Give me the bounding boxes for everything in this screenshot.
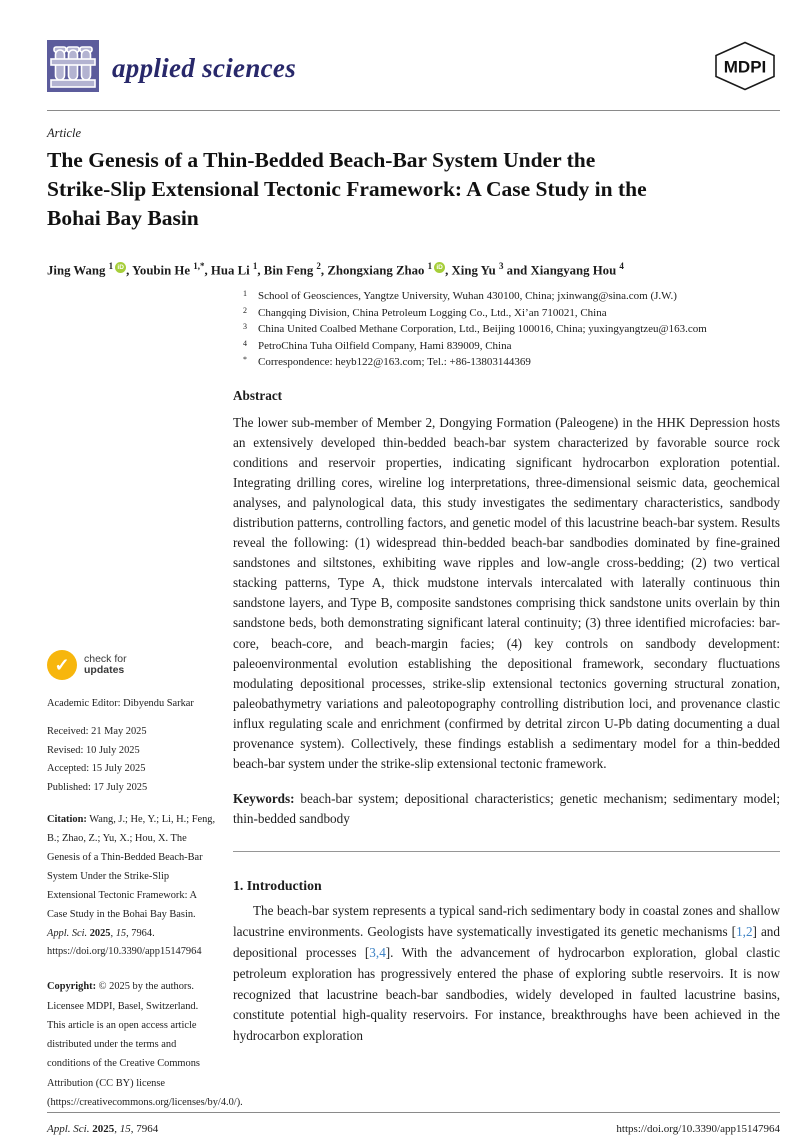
affiliation-text: School of Geosciences, Yangtze University, Wuhan 430100, China; jxinwang@sina.com (J.W.) [258,290,677,303]
citation-note [47,811,217,963]
author: Youbin He [132,263,191,278]
affiliation-item [233,338,780,355]
affiliation-marker: 4 [243,338,247,348]
citation-year: 2025 [89,927,111,939]
introduction-paragraph [233,901,780,1047]
affiliation-text: Changqing Division, China Petroleum Logging Co., Ltd., Xi’an 710021, China [258,306,607,319]
reference-link[interactable]: 1,2 [736,923,753,939]
academic-editor: Academic Editor: Dibyendu Sarkar [47,698,194,710]
affiliation-marker: 3 [243,322,247,332]
citation-volume: 15 [115,927,127,939]
author: Xiangyang Hou [530,263,617,278]
keywords-label: Keywords: [233,790,295,806]
applied-sciences-logo-icon [47,40,99,97]
affiliation-item [233,288,780,305]
check-for-updates-badge[interactable] [47,650,139,680]
date-revised: Revised: 10 July 2025 [47,744,140,756]
page-title [47,146,777,234]
affiliation-text: PetroChina Tuha Oilfield Company, Hami 839009, China [258,339,512,352]
author-affiliation-sup: 1 [252,261,258,272]
author-affiliation-sup: 1,* [193,261,205,272]
author-list [47,261,780,278]
author-affiliation-sup: 1 [108,261,114,272]
check-line1: check for [84,652,127,665]
author-separator: and [503,263,531,278]
paragraph-text: ] and depositional processes [ [233,923,780,960]
date-published: Published: 17 July 2025 [47,782,148,794]
citation-text: Wang, J.; He, Y.; Li, H.; Feng, B.; Zhao, Z.; Yu, X.; Hou, X. The Genesis of a Thin-Bedded Beach-Bar System Under the Strike-Slip Extensional Tectonic Framework: A Case Study in the Bohai Bay Basin. [47,813,216,920]
citation-doi-link[interactable]: https://doi.org/10.3390/app15147964 [47,946,202,958]
author: Hua Li [210,263,250,278]
keywords-divider [233,851,780,852]
abstract-heading: Abstract [233,387,283,403]
footer-divider [47,1112,780,1113]
paragraph-text: ]. With the advancement of hydrocarbon exploration, global clastic petroleum exploration has progressively entered the phase of exploring subtle reservoirs. It is now recognized that lacustrine beach-bar sandbodies, widely developed in faulted lacustrine basins, constitute potential high-quality reservoirs. For instance, breakthroughs have been achieved in the hydrocarbon exploration [233,944,780,1044]
author: Zhongxiang Zhao [327,263,425,278]
affiliation-list [233,288,780,371]
article-type-label: Article [47,126,82,140]
sidebar [47,288,243,1112]
author-affiliation-sup: 1 [427,261,433,272]
title-line: Bohai Bay Basin [47,206,199,231]
reference-link[interactable]: 3,4 [369,944,386,960]
header-divider [47,110,780,111]
title-line: Strike-Slip Extensional Tectonic Framework: A Case Study in the [47,177,647,202]
affiliation-text: China United Coalbed Methane Corporation, Ltd., Beijing 100016, China; yuxingyangtzeu@163.com [258,323,707,336]
affiliation-marker: 1 [243,289,247,299]
check-line2: updates [84,664,125,677]
author-separator: , [126,263,133,278]
page-header [47,40,780,97]
mdpi-logo[interactable] [710,41,780,96]
check-badge-label [84,654,127,678]
article-content [233,288,780,1112]
author-separator: , [320,263,328,278]
author-separator: , [257,263,264,278]
copyright-text: © 2025 by the authors. Licensee MDPI, Basel, Switzerland. This article is an open access article distributed under the terms and conditions of the Creative Commons Attribution (CC BY) license (https://creativecommons.org/licenses/by/4.0/). [47,981,243,1108]
affiliation-item [233,321,780,338]
copyright-note [47,977,243,1112]
author: Xing Yu [451,263,496,278]
journal-name: applied sciences [112,53,297,83]
author-affiliation-sup: 3 [498,261,504,272]
affiliation-marker: 2 [243,305,247,315]
history-dates [47,723,217,798]
author: Jing Wang [47,263,106,278]
affiliation-text: Correspondence: heyb122@163.com; Tel.: +86-13803144369 [258,356,531,369]
keywords-text: beach-bar system; depositional characteristics; genetic mechanism; sedimentary model; thin-bedded sandbody [233,790,780,827]
footer-doi-link[interactable]: https://doi.org/10.3390/app15147964 [616,1123,780,1136]
author-affiliation-sup: 4 [619,261,624,272]
citation-pages: , 7964. [126,927,155,939]
abstract-text: The lower sub-member of Member 2, Dongying Formation (Paleogene) in the HHK Depression hosts an extensively developed thin-bedded beach-bar system characterized by favorable source rock conditions and reservoir properties, indicating significant hydrocarbon exploration potential. Integrating drilling cores, wireline log interpretations, three-dimensional seismic data, geochemical analyses, and palynological data, this study investigates the sedimentary characteristics, sandbody distribution patterns, controlling factors, and genetic model of this lacustrine beach-bar system. Results reveal the following: (1) widespread thin-bedded beach-bar sandbodies dominated by fine-grained sandstones and siltstones, exhibiting wave ripples and low-angle cross-bedding; (2) two vertical stacking patterns, Type A, thick mudstone intervals intercalated with laterally continuous thin sandstone layers, and Type B, composite sandstones comprising thick sandstone units overlain by thin sandstone beds, both demonstrating significant lateral continuity; (3) three identified microfacies: bar-core, beach-core, and beach-margin facies; (4) key controls on sandbody development: paleoenvironmental evolution establishing the depositional framework, secondary fluctuations modulating depositional processes, strike-slip extensional tectonics governing structural zonation, paleobathymetry variations and paleotopography controlling distribution loci, and provenance clastic influx regulating scale and enrichment (confirmed by detrital zircon U-Pb dating documenting a dual provenance system). Collectively, these findings establish a sedimentary model for a thin-bedded beach-bar system under the strike-slip extensional tectonic framework. [233,414,780,771]
citation-journal: Appl. Sci. [47,927,90,939]
affiliation-marker: * [243,355,247,365]
date-accepted: Accepted: 15 July 2025 [47,763,146,775]
title-line: The Genesis of a Thin-Bedded Beach-Bar System Under the [47,148,596,172]
citation-label: Citation: [47,813,87,825]
checkmark-icon: ✓ [47,650,77,680]
main-area [47,288,780,1112]
paragraph-text: The beach-bar system represents a typical sand-rich sedimentary body in coastal zones and shallow lacustrine environments. Geologists have systematically investigated its genetic mechanisms [ [233,903,780,939]
author-affiliation-sup: 2 [316,261,321,272]
orcid-icon[interactable]: iD [115,262,126,273]
page-footer [47,1112,780,1135]
footer-journal-ref: Appl. Sci. 2025, 15, 7964 [47,1123,159,1136]
date-received: Received: 21 May 2025 [47,726,147,738]
copyright-label: Copyright: [47,981,97,993]
journal-brand[interactable] [47,40,296,97]
keywords [233,789,780,829]
author: Bin Feng [263,263,314,278]
author-separator: , [445,263,452,278]
section-heading-introduction: 1. Introduction [233,878,322,894]
author-separator: , [204,263,211,278]
citation-sep: , [110,927,116,939]
orcid-icon[interactable]: iD [434,262,445,273]
affiliation-item-correspondence [233,354,780,371]
mdpi-logo-text: MDPI [723,57,767,77]
affiliation-item [233,305,780,322]
